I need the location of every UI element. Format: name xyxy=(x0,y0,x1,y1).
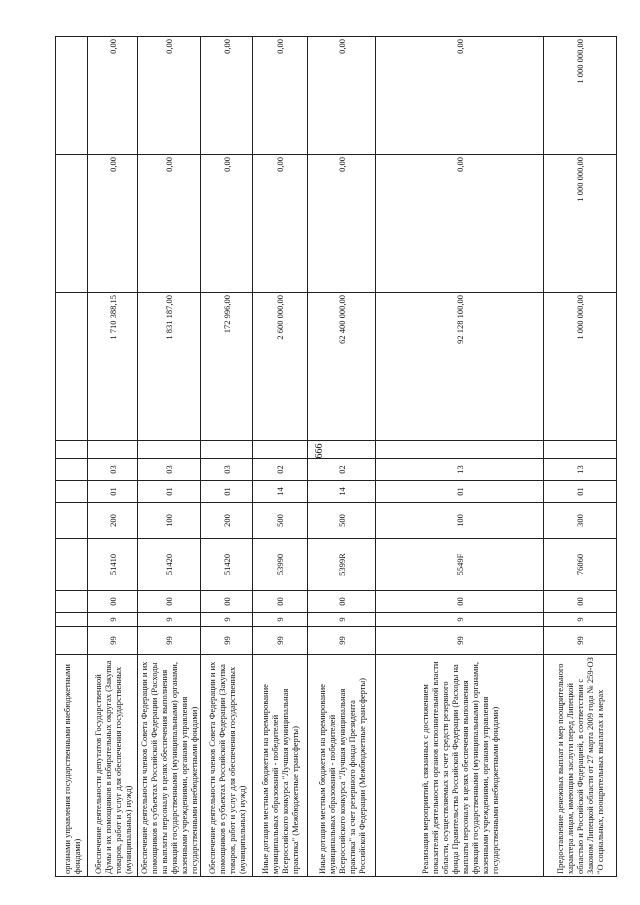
amount-year-3: 0,00 xyxy=(253,37,308,155)
table-row xyxy=(88,37,138,877)
code-extra xyxy=(56,441,88,459)
code-subprogram: 9 xyxy=(376,613,544,627)
table-row xyxy=(201,37,253,877)
code-expense-type xyxy=(56,503,88,539)
code-main: 00 xyxy=(253,591,308,613)
amount-year-2: 0,00 xyxy=(201,155,253,293)
code-subsection: 13 xyxy=(544,459,617,481)
amount-year-2: 0,00 xyxy=(253,155,308,293)
amount-year-3: 0,00 xyxy=(88,37,138,155)
code-section: 14 xyxy=(308,481,376,503)
code-subsection: 03 xyxy=(88,459,138,481)
amount-year-3: 0,00 xyxy=(201,37,253,155)
amount-year-3: 0,00 xyxy=(376,37,544,155)
code-section: 14 xyxy=(253,481,308,503)
amount-year-3 xyxy=(56,37,88,155)
code-subprogram xyxy=(56,613,88,627)
amount-year-2: 0,00 xyxy=(138,155,201,293)
table-row xyxy=(308,37,376,877)
amount-year-3: 0,00 xyxy=(308,37,376,155)
amount-year-2: 0,00 xyxy=(308,155,376,293)
code-direction: 76060 xyxy=(544,539,617,591)
amount-year-1: 2 600 000,00 xyxy=(253,293,308,441)
amount-year-1: 172 996,00 xyxy=(201,293,253,441)
code-subprogram: 9 xyxy=(138,613,201,627)
code-expense-type: 200 xyxy=(201,503,253,539)
code-section: 01 xyxy=(138,481,201,503)
table-row xyxy=(56,37,88,877)
code-subsection: 03 xyxy=(201,459,253,481)
code-main: 00 xyxy=(376,591,544,613)
amount-year-1: 62 400 000,00 xyxy=(308,293,376,441)
code-main: 00 xyxy=(544,591,617,613)
amount-year-3: 0,00 xyxy=(138,37,201,155)
code-section: 01 xyxy=(201,481,253,503)
code-main: 00 xyxy=(138,591,201,613)
amount-year-1: 92 128 100,00 xyxy=(376,293,544,441)
code-subsection: 13 xyxy=(376,459,544,481)
code-subprogram: 9 xyxy=(88,613,138,627)
table-row xyxy=(138,37,201,877)
code-direction: 51420 xyxy=(138,539,201,591)
code-direction: 5549F xyxy=(376,539,544,591)
code-extra xyxy=(376,441,544,459)
code-direction: 51420 xyxy=(201,539,253,591)
rotated-page xyxy=(55,37,615,877)
code-subprogram: 9 xyxy=(308,613,376,627)
code-extra xyxy=(201,441,253,459)
amount-year-2: 0,00 xyxy=(88,155,138,293)
amount-year-2: 1 000 000,00 xyxy=(544,155,617,293)
table-row xyxy=(544,37,617,877)
code-expense-type: 200 xyxy=(88,503,138,539)
code-main: 00 xyxy=(201,591,253,613)
code-section: 01 xyxy=(88,481,138,503)
row-description: органами управления государственными внебюджетными фондами) xyxy=(56,655,88,877)
code-main: 00 xyxy=(88,591,138,613)
code-program: 99 xyxy=(138,627,201,655)
row-description: Предоставление денежных выплат и мер поощрительного характера лицам, имеющим заслуги перед Липецкой областью и Российской Федерацией, в соответствии с Законом Липецкой области от 27 марта 2009 года № 259-ОЗ "О социальных, поощрительных выплатах и мерах xyxy=(544,655,617,877)
amount-year-3: 1 000 000,00 xyxy=(544,37,617,155)
code-extra xyxy=(308,441,376,459)
code-direction: 5399R xyxy=(308,539,376,591)
row-description: Иные дотации местным бюджетам на премирование муниципальных образований - победителей Всероссийского конкурса "Лучшая муниципальная практика" (Межбюджетные трансферты) xyxy=(253,655,308,877)
amount-year-2 xyxy=(56,155,88,293)
code-program: 99 xyxy=(308,627,376,655)
amount-year-2: 0,00 xyxy=(376,155,544,293)
row-description: Обеспечение деятельности членов Совета Федерации и их помощников в субъектах Российской Федерации (Расходы на выплаты персоналу в целях обеспечения выполнения функций государственными (муниципальными) органами, казенными учреждениями, органами управления государственными внебюджетными фондами) xyxy=(138,655,201,877)
code-extra xyxy=(253,441,308,459)
code-subsection: 02 xyxy=(253,459,308,481)
code-program: 99 xyxy=(544,627,617,655)
amount-year-1 xyxy=(56,293,88,441)
row-description: Обеспечение деятельности депутатов Государственной Думы и их помощников в избирательных округах (Закупка товаров, работ и услуг для обеспечения государственных (муниципальных) нужд) xyxy=(88,655,138,877)
table-row xyxy=(253,37,308,877)
code-program: 99 xyxy=(376,627,544,655)
page-number: 666 xyxy=(314,443,325,459)
budget-table xyxy=(55,36,617,877)
code-subprogram: 9 xyxy=(544,613,617,627)
code-program: 99 xyxy=(201,627,253,655)
code-expense-type: 500 xyxy=(308,503,376,539)
table-row xyxy=(376,37,544,877)
code-direction: 51410 xyxy=(88,539,138,591)
code-program xyxy=(56,627,88,655)
amount-year-1: 1 000 000,00 xyxy=(544,293,617,441)
row-description: Реализация мероприятий, связанных с достижением показателей деятельности органов исполнительной власти области, осуществляемых за счет средств резервного фонда Правительства Российской Федерации (Расходы на выплаты персоналу в целях обеспечения выполнения функций государственными (муниципальными) органами, казенными учреждениями, органами управления государственными внебюджетными фондами) xyxy=(376,655,544,877)
code-program: 99 xyxy=(253,627,308,655)
row-description: Обеспечение деятельности членов Совета Федерации и их помощников в субъектах Российской Федерации (Закупка товаров, работ и услуг для обеспечения государственных (муниципальных) нужд) xyxy=(201,655,253,877)
code-extra xyxy=(88,441,138,459)
code-section: 01 xyxy=(544,481,617,503)
code-section: 01 xyxy=(376,481,544,503)
code-expense-type: 100 xyxy=(138,503,201,539)
code-program: 99 xyxy=(88,627,138,655)
code-subprogram: 9 xyxy=(253,613,308,627)
code-main xyxy=(56,591,88,613)
code-expense-type: 300 xyxy=(544,503,617,539)
code-direction xyxy=(56,539,88,591)
code-extra xyxy=(138,441,201,459)
code-subsection: 03 xyxy=(138,459,201,481)
code-subsection xyxy=(56,459,88,481)
amount-year-1: 1 831 187,00 xyxy=(138,293,201,441)
row-description: Иные дотации местным бюджетам на премирование муниципальных образований - победителей Всероссийского конкурса "Лучшая муниципальная практика" за счет резервного фонда Президента Российской Федерации (Межбюджетные трансферты) xyxy=(308,655,376,877)
code-direction: 53990 xyxy=(253,539,308,591)
code-expense-type: 100 xyxy=(376,503,544,539)
code-subsection: 02 xyxy=(308,459,376,481)
code-section xyxy=(56,481,88,503)
code-main: 00 xyxy=(308,591,376,613)
code-subprogram: 9 xyxy=(201,613,253,627)
code-expense-type: 500 xyxy=(253,503,308,539)
amount-year-1: 1 710 388,15 xyxy=(88,293,138,441)
code-extra xyxy=(544,441,617,459)
